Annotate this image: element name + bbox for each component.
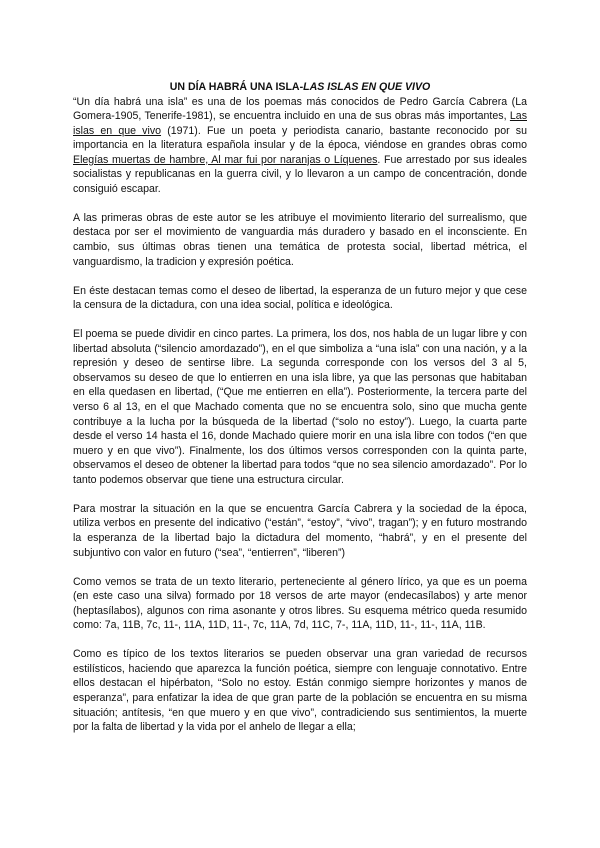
title-book-name: LAS ISLAS EN QUE VIVO: [303, 81, 431, 93]
paragraph-verbs: Para mostrar la situación en la que se encuentra García Cabrera y la sociedad de la época, utiliza verbos en presente del indicativo (“están”, “estoy”, “vivo”, tragan”); y en futuro mostrando la esperanza de la libertad bajo la dictadura del momento, “habrá”, y en el presente del subjuntivo con valor en futuro (“sea”, “entierren”, “liberen”): [73, 502, 527, 559]
intro-text-c: (1971). Fue un poeta y periodista canario, bastante reconocido por su importancia en la literatura española insular y de la época, viéndose en grandes obras como: [73, 124, 527, 152]
paragraph-introduction: [73, 95, 527, 197]
paragraph-resources: Como es típico de los textos literarios se pueden observar una gran variedad de recursos estilísticos, haciendo que aparezca la función poética, siempre con lenguaje connotativo. Entre ellos destacan el hipérbaton, “Solo no estoy. Están conmigo siempre horizontes y manos de esperanza”, para enfatizar la idea de que gran parte de la población se encuentra en su misma situación; antítesis, “en que muero y en que vivo”, contradiciendo sus sentimientos, la muerte por la falta de libertad y la vida por el anhelo de llegar a ella;: [73, 648, 527, 734]
paragraph-surrealism: A las primeras obras de este autor se les atribuye el movimiento literario del surrealismo, que destaca por ser el movimiento de vanguardia más duradero y basado en el inconsciente. En cambio, sus últimas obras tienen una temática de protesta social, libertad métrica, el vanguardismo, la tradicion y expresión poética.: [73, 211, 527, 268]
paragraph-metrics: Como vemos se trata de un texto literario, perteneciente al género lírico, ya que es un poema (en este caso una silva) formado por 18 versos de arte mayor (endecasílabos) y arte menor (heptasílabos), algunos con rima asonante y otros libres. Su esquema métrico queda resumido como: 7a, 11B, 7c, 11-, 11A, 11D, 11-, 7c, 11A, 7d, 11C, 7-, 11A, 11D, 11-, 11-, 11A, 11B.: [73, 575, 527, 632]
intro-text-e: . Fue arrestado por sus ideales socialistas y republicanas en la guerra civil, y lo llevaron a un campo de concentración, donde consiguió escapar.: [73, 153, 527, 195]
document-title: [73, 80, 527, 95]
book-title-link: Las islas en que vivo: [73, 110, 527, 137]
intro-text-a: “Un día habrá una isla” es una de los poemas más conocidos de Pedro García Cabrera (La Gomera-1905, Tenerife-1981), se encuentra incluido en una de sus obras más importantes,: [73, 95, 527, 123]
paragraph-structure: El poema se puede dividir en cinco partes. La primera, los dos, nos habla de un lugar libre y con libertad absoluta (“silencio amordazado”), en el que simboliza a “una isla” con una nación, y a la represión y deseo de sentirse libre. La segunda corresponde con los versos del 3 al 5, observamos su deseo de que lo entierren en una isla libre, ya que las personas que habitaban en ella quedasen en libertad, (“Que me entierren en ella”). Posteriormente, la tercera parte del verso 6 al 13, en el que Machado comenta que no se encuentra solo, sino que mucha gente contribuye a la lucha por la búsqueda de la libertad (“solo no estoy”). Luego, la cuarta parte desde el verso 14 hasta el 16, donde Machado quiere morir en una isla libre con todos (“en que muero y en que vivo”). Finalmente, los dos últimos versos corresponden con la quinta parte, observamos el deseo de obtener la libertad para todos “que no sea silencio amordazado”. Por lo tanto podemos observar que tiene una estructura circular.: [73, 328, 527, 486]
document-body: [73, 80, 527, 749]
paragraph-themes: En éste destacan temas como el deseo de libertad, la esperanza de un futuro mejor y que cese la censura de la dictadura, con una idea social, política e ideológica.: [73, 284, 527, 312]
title-main: UN DÍA HABRÁ UNA ISLA-: [169, 81, 304, 93]
works-list: Elegías muertas de hambre, Al mar fui por naranjas o Líquenes: [73, 153, 378, 166]
